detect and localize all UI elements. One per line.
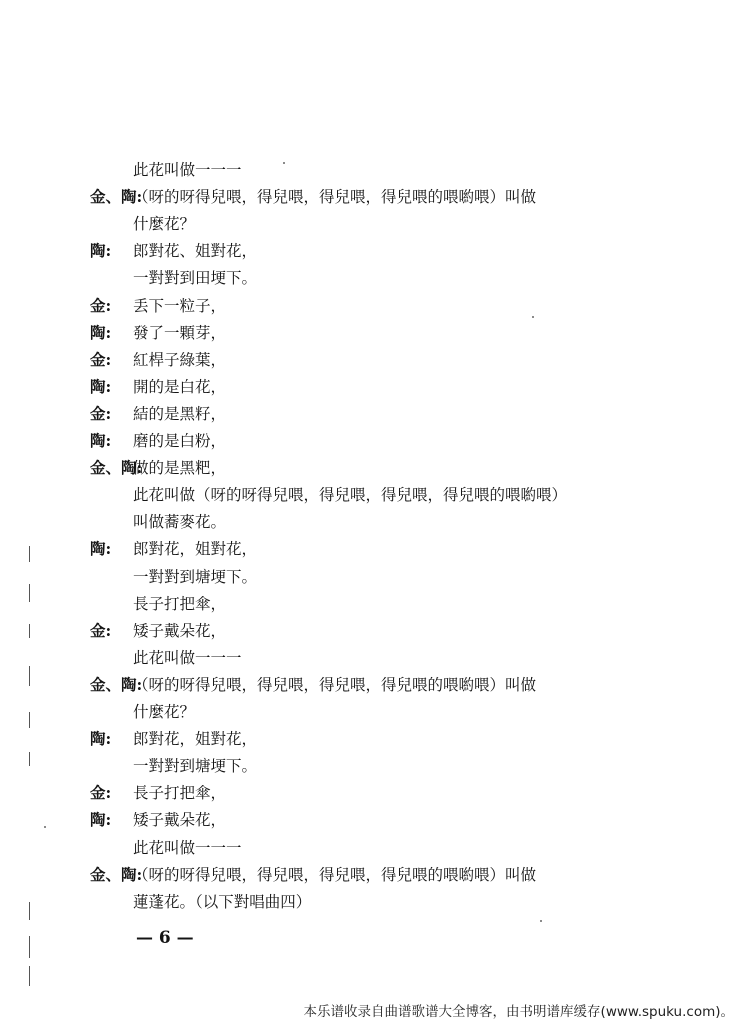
- line-text: 磨的是白粉，: [133, 432, 227, 450]
- script-line: [0, 564, 744, 590]
- scan-edge-mark: [29, 624, 30, 638]
- line-text: 一對對到田埂下。: [133, 269, 258, 288]
- speaker-label: 金:: [90, 620, 112, 640]
- scan-speck: [532, 316, 534, 318]
- speaker-label: 金、陶:: [90, 187, 143, 207]
- line-text: 矮子戴朵花，: [133, 811, 227, 830]
- speaker-label: 陶:: [90, 431, 112, 450]
- script-line: [0, 862, 744, 888]
- scan-edge-mark: [29, 752, 30, 766]
- scan-edge-mark: [29, 966, 30, 986]
- line-text: 開的是白花，: [133, 377, 227, 396]
- scan-speck: [44, 826, 46, 828]
- script-line: [0, 835, 744, 861]
- line-text: （呀的呀得兒喂，得兒喂，得兒喂，得兒喂的喂喲喂）叫做: [133, 675, 537, 694]
- speaker-label: 陶:: [90, 376, 112, 396]
- line-text: 紅桿子綠葉，: [133, 350, 227, 369]
- speaker-label: 陶:: [90, 729, 112, 749]
- speaker-label: 陶:: [90, 810, 112, 830]
- line-text: 此花叫做（呀的呀得兒喂，得兒喂，得兒喂，得兒喂的喂喲喂）: [133, 486, 568, 505]
- line-text: （呀的呀得兒喂，得兒喂，得兒喂，得兒喂的喂喲喂）叫做: [133, 865, 537, 884]
- line-text: 長子打把傘，: [133, 784, 227, 803]
- script-line: [0, 591, 744, 617]
- line-text: 一對對到塘埂下。: [133, 757, 258, 776]
- scan-edge-mark: [29, 936, 30, 958]
- script-line: [0, 645, 744, 671]
- speaker-label: 金:: [90, 349, 112, 369]
- line-text: 一對對到塘埂下。: [133, 567, 258, 586]
- script-line: [0, 726, 744, 752]
- script-line: [0, 347, 744, 373]
- speaker-label: 金、陶:: [90, 674, 143, 694]
- script-line: [0, 157, 744, 183]
- script-line: [0, 374, 744, 400]
- script-line: [0, 672, 744, 698]
- line-text: 結的是黑籽，: [133, 404, 227, 423]
- scan-edge-mark: [29, 546, 30, 562]
- script-line: [0, 455, 744, 481]
- speaker-label: 金、陶:: [90, 458, 143, 478]
- line-text: 此花叫做一一一: [133, 161, 242, 179]
- scan-edge-mark: [29, 712, 30, 728]
- script-line: [0, 428, 744, 454]
- script-line: [0, 889, 744, 915]
- scan-edge-mark: [29, 584, 30, 602]
- line-text: 蓮蓬花。（以下對唱曲四）: [133, 892, 312, 911]
- scan-edge-mark: [29, 666, 30, 686]
- speaker-label: 陶:: [90, 322, 112, 342]
- line-text: 丢下一粒子，: [133, 296, 227, 315]
- script-line: [0, 699, 744, 725]
- script-line: [0, 293, 744, 319]
- script-line: [0, 807, 744, 833]
- script-line: [0, 211, 744, 237]
- scan-edge-mark: [29, 902, 30, 920]
- script-line: [0, 265, 744, 291]
- line-text: 做的是黑粑，: [133, 459, 227, 478]
- speaker-label: 金:: [90, 403, 112, 423]
- line-text: 矮子戴朵花，: [133, 621, 227, 640]
- script-line: [0, 401, 744, 427]
- script-line: [0, 184, 744, 210]
- scan-speck: [283, 162, 285, 164]
- line-text: 此花叫做一一一: [133, 838, 242, 857]
- speaker-label: 金:: [90, 295, 112, 315]
- script-line: [0, 238, 744, 264]
- line-text: 郎對花，姐對花，: [133, 730, 258, 749]
- script-line: [0, 618, 744, 644]
- page-number: — 6 —: [136, 928, 194, 948]
- footer-note: 本乐谱收录自曲谱歌谱大全博客，由书明谱库缓存(www.spuku.com)。: [303, 1004, 734, 1020]
- script-line: [0, 780, 744, 806]
- speaker-label: 金:: [90, 783, 112, 803]
- script-line: [0, 509, 744, 535]
- script-line: [0, 482, 744, 508]
- script-line: [0, 320, 744, 346]
- speaker-label: 陶:: [90, 241, 112, 261]
- line-text: 此花叫做一一一: [133, 648, 242, 667]
- script-line: [0, 536, 744, 562]
- script-line: [0, 753, 744, 779]
- speaker-label: 金、陶:: [90, 864, 143, 884]
- scan-speck: [540, 920, 542, 922]
- line-text: 什麼花？: [133, 703, 196, 721]
- line-text: 什麼花？: [133, 215, 196, 234]
- line-text: 發了一顆芽，: [133, 323, 227, 342]
- line-text: 長子打把傘，: [133, 594, 227, 613]
- speaker-label: 陶:: [90, 539, 112, 559]
- line-text: 叫做蕎麥花。: [133, 513, 227, 532]
- line-text: （呀的呀得兒喂，得兒喂，得兒喂，得兒喂的喂喲喂）叫做: [133, 188, 537, 207]
- line-text: 郎對花，姐對花，: [133, 540, 258, 559]
- line-text: 郎對花、姐對花，: [133, 242, 258, 261]
